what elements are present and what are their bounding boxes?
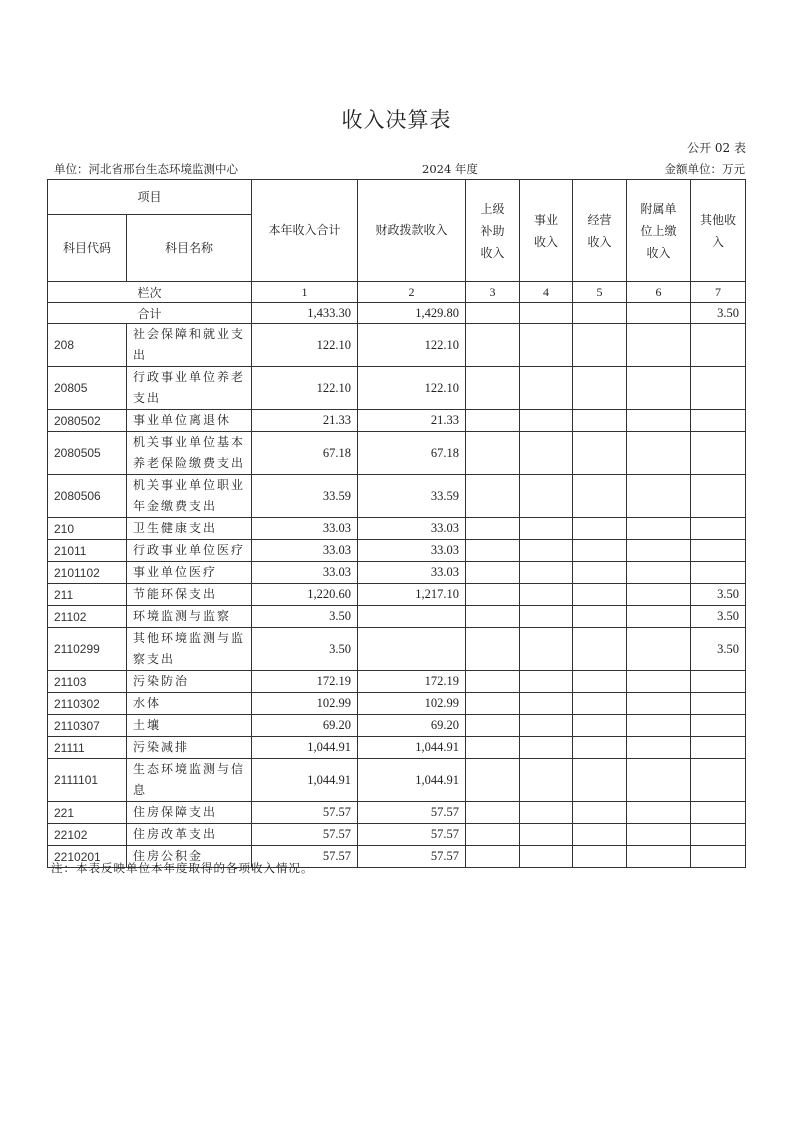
row-total: 57.57 bbox=[252, 824, 358, 846]
row-name: 污染防治 bbox=[127, 671, 252, 693]
total-label: 合计 bbox=[48, 303, 252, 324]
page-title: 收入决算表 bbox=[341, 108, 452, 132]
row-business bbox=[520, 693, 573, 715]
row-code: 2110299 bbox=[48, 628, 127, 671]
row-affiliate bbox=[627, 606, 691, 628]
total-affiliate bbox=[627, 303, 691, 324]
table-row bbox=[48, 324, 746, 367]
row-business bbox=[520, 759, 573, 802]
row-fiscal: 122.10 bbox=[358, 367, 466, 410]
row-affiliate bbox=[627, 410, 691, 432]
header-affiliate-text: 附属单位上缴收入 bbox=[640, 201, 677, 260]
table-row bbox=[48, 737, 746, 759]
row-other: 3.50 bbox=[691, 628, 746, 671]
row-superior bbox=[466, 324, 520, 367]
row-superior bbox=[466, 628, 520, 671]
row-business bbox=[520, 540, 573, 562]
header-fiscal: 财政拨款收入 bbox=[358, 180, 466, 282]
row-superior bbox=[466, 846, 520, 868]
row-total: 102.99 bbox=[252, 693, 358, 715]
seq-num: 4 bbox=[520, 282, 573, 303]
row-name: 其他环境监测与监察支出 bbox=[127, 628, 252, 671]
row-operating bbox=[573, 584, 627, 606]
table-row bbox=[48, 475, 746, 518]
income-table bbox=[47, 179, 746, 868]
row-operating bbox=[573, 367, 627, 410]
row-superior bbox=[466, 367, 520, 410]
row-fiscal bbox=[358, 606, 466, 628]
row-business bbox=[520, 432, 573, 475]
row-operating bbox=[573, 475, 627, 518]
seq-label: 栏次 bbox=[48, 282, 252, 303]
row-operating bbox=[573, 324, 627, 367]
row-business bbox=[520, 518, 573, 540]
row-name: 水体 bbox=[127, 693, 252, 715]
table-row bbox=[48, 628, 746, 671]
row-superior bbox=[466, 715, 520, 737]
header-operating bbox=[573, 180, 627, 282]
money-unit: 金额单位：万元 bbox=[664, 162, 745, 176]
row-code: 221 bbox=[48, 802, 127, 824]
row-other bbox=[691, 562, 746, 584]
seq-num: 7 bbox=[691, 282, 746, 303]
row-operating bbox=[573, 671, 627, 693]
row-business bbox=[520, 475, 573, 518]
row-total: 172.19 bbox=[252, 671, 358, 693]
row-name: 事业单位离退休 bbox=[127, 410, 252, 432]
row-business bbox=[520, 606, 573, 628]
row-code: 2080505 bbox=[48, 432, 127, 475]
total-other: 3.50 bbox=[691, 303, 746, 324]
table-row bbox=[48, 606, 746, 628]
row-name: 土壤 bbox=[127, 715, 252, 737]
row-other bbox=[691, 737, 746, 759]
row-superior bbox=[466, 410, 520, 432]
row-affiliate bbox=[627, 367, 691, 410]
table-row bbox=[48, 367, 746, 410]
header-business-text: 事业收入 bbox=[534, 212, 559, 249]
row-superior bbox=[466, 737, 520, 759]
row-affiliate bbox=[627, 562, 691, 584]
row-total: 33.03 bbox=[252, 540, 358, 562]
row-operating bbox=[573, 628, 627, 671]
row-fiscal: 33.03 bbox=[358, 562, 466, 584]
meta-row bbox=[47, 161, 745, 177]
header-total: 本年收入合计 bbox=[252, 180, 358, 282]
row-business bbox=[520, 367, 573, 410]
row-total: 122.10 bbox=[252, 367, 358, 410]
row-affiliate bbox=[627, 824, 691, 846]
row-code: 21111 bbox=[48, 737, 127, 759]
row-code: 2111101 bbox=[48, 759, 127, 802]
row-fiscal: 1,217.10 bbox=[358, 584, 466, 606]
row-total: 1,044.91 bbox=[252, 737, 358, 759]
table-row bbox=[48, 432, 746, 475]
table-row bbox=[48, 693, 746, 715]
table-row bbox=[48, 540, 746, 562]
row-other bbox=[691, 846, 746, 868]
table-row bbox=[48, 715, 746, 737]
row-code: 22102 bbox=[48, 824, 127, 846]
row-business bbox=[520, 824, 573, 846]
row-code: 21011 bbox=[48, 540, 127, 562]
seq-num: 5 bbox=[573, 282, 627, 303]
row-superior bbox=[466, 540, 520, 562]
seq-num: 2 bbox=[358, 282, 466, 303]
year-label: 2024 年度 bbox=[422, 162, 478, 176]
row-affiliate bbox=[627, 759, 691, 802]
row-other bbox=[691, 693, 746, 715]
row-code: 2110307 bbox=[48, 715, 127, 737]
row-business bbox=[520, 737, 573, 759]
row-name: 机关事业单位基本养老保险缴费支出 bbox=[127, 432, 252, 475]
row-other bbox=[691, 759, 746, 802]
row-code: 2101102 bbox=[48, 562, 127, 584]
total-fiscal: 1,429.80 bbox=[358, 303, 466, 324]
row-code: 20805 bbox=[48, 367, 127, 410]
table-row bbox=[48, 584, 746, 606]
row-fiscal: 122.10 bbox=[358, 324, 466, 367]
row-superior bbox=[466, 693, 520, 715]
row-affiliate bbox=[627, 518, 691, 540]
row-operating bbox=[573, 562, 627, 584]
total-superior bbox=[466, 303, 520, 324]
row-operating bbox=[573, 715, 627, 737]
row-other bbox=[691, 324, 746, 367]
row-total: 3.50 bbox=[252, 606, 358, 628]
row-affiliate bbox=[627, 802, 691, 824]
row-other bbox=[691, 802, 746, 824]
row-operating bbox=[573, 846, 627, 868]
header-item: 项目 bbox=[48, 180, 252, 215]
row-superior bbox=[466, 518, 520, 540]
table-row bbox=[48, 562, 746, 584]
row-business bbox=[520, 584, 573, 606]
row-fiscal: 67.18 bbox=[358, 432, 466, 475]
row-affiliate bbox=[627, 846, 691, 868]
row-operating bbox=[573, 737, 627, 759]
row-other bbox=[691, 824, 746, 846]
header-other bbox=[691, 180, 746, 282]
row-total: 33.59 bbox=[252, 475, 358, 518]
row-business bbox=[520, 562, 573, 584]
form-number: 公开 02 表 bbox=[687, 141, 746, 155]
row-other bbox=[691, 367, 746, 410]
row-other: 3.50 bbox=[691, 584, 746, 606]
row-name: 节能环保支出 bbox=[127, 584, 252, 606]
row-superior bbox=[466, 824, 520, 846]
row-business bbox=[520, 324, 573, 367]
row-superior bbox=[466, 802, 520, 824]
row-code: 21102 bbox=[48, 606, 127, 628]
row-operating bbox=[573, 540, 627, 562]
row-operating bbox=[573, 824, 627, 846]
total-row bbox=[48, 303, 746, 324]
seq-row bbox=[48, 282, 746, 303]
row-fiscal: 102.99 bbox=[358, 693, 466, 715]
table-row bbox=[48, 824, 746, 846]
row-name: 住房改革支出 bbox=[127, 824, 252, 846]
row-total: 33.03 bbox=[252, 518, 358, 540]
row-name: 住房公积金 bbox=[127, 846, 252, 868]
row-total: 21.33 bbox=[252, 410, 358, 432]
row-other bbox=[691, 715, 746, 737]
row-operating bbox=[573, 759, 627, 802]
row-name: 行政事业单位养老支出 bbox=[127, 367, 252, 410]
row-code: 2210201 bbox=[48, 846, 127, 868]
header-affiliate bbox=[627, 180, 691, 282]
row-affiliate bbox=[627, 584, 691, 606]
row-business bbox=[520, 802, 573, 824]
row-total: 122.10 bbox=[252, 324, 358, 367]
row-operating bbox=[573, 693, 627, 715]
row-total: 69.20 bbox=[252, 715, 358, 737]
row-total: 57.57 bbox=[252, 846, 358, 868]
row-code: 210 bbox=[48, 518, 127, 540]
total-amount: 1,433.30 bbox=[252, 303, 358, 324]
row-business bbox=[520, 410, 573, 432]
row-superior bbox=[466, 584, 520, 606]
row-operating bbox=[573, 518, 627, 540]
row-name: 住房保障支出 bbox=[127, 802, 252, 824]
table-row bbox=[48, 802, 746, 824]
seq-num: 6 bbox=[627, 282, 691, 303]
row-affiliate bbox=[627, 737, 691, 759]
row-name: 行政事业单位医疗 bbox=[127, 540, 252, 562]
seq-num: 1 bbox=[252, 282, 358, 303]
row-fiscal: 172.19 bbox=[358, 671, 466, 693]
row-other bbox=[691, 671, 746, 693]
total-operating bbox=[573, 303, 627, 324]
row-name: 卫生健康支出 bbox=[127, 518, 252, 540]
row-affiliate bbox=[627, 540, 691, 562]
row-affiliate bbox=[627, 671, 691, 693]
row-affiliate bbox=[627, 628, 691, 671]
row-fiscal: 1,044.91 bbox=[358, 737, 466, 759]
row-business bbox=[520, 715, 573, 737]
row-fiscal: 69.20 bbox=[358, 715, 466, 737]
row-operating bbox=[573, 606, 627, 628]
row-name: 污染减排 bbox=[127, 737, 252, 759]
row-total: 1,044.91 bbox=[252, 759, 358, 802]
row-fiscal: 33.03 bbox=[358, 540, 466, 562]
header-business bbox=[520, 180, 573, 282]
row-fiscal bbox=[358, 628, 466, 671]
total-business bbox=[520, 303, 573, 324]
row-code: 211 bbox=[48, 584, 127, 606]
row-other bbox=[691, 475, 746, 518]
header-operating-text: 经营收入 bbox=[587, 212, 612, 249]
table-row bbox=[48, 518, 746, 540]
row-business bbox=[520, 628, 573, 671]
row-superior bbox=[466, 759, 520, 802]
table-row bbox=[48, 410, 746, 432]
seq-num: 3 bbox=[466, 282, 520, 303]
row-superior bbox=[466, 432, 520, 475]
row-total: 67.18 bbox=[252, 432, 358, 475]
row-fiscal: 57.57 bbox=[358, 802, 466, 824]
row-affiliate bbox=[627, 693, 691, 715]
row-other bbox=[691, 518, 746, 540]
row-superior bbox=[466, 671, 520, 693]
header-code: 科目代码 bbox=[48, 215, 127, 282]
row-fiscal: 1,044.91 bbox=[358, 759, 466, 802]
row-superior bbox=[466, 606, 520, 628]
row-fiscal: 57.57 bbox=[358, 846, 466, 868]
header-name: 科目名称 bbox=[127, 215, 252, 282]
row-superior bbox=[466, 562, 520, 584]
row-operating bbox=[573, 802, 627, 824]
row-fiscal: 57.57 bbox=[358, 824, 466, 846]
row-business bbox=[520, 846, 573, 868]
row-name: 事业单位医疗 bbox=[127, 562, 252, 584]
row-affiliate bbox=[627, 715, 691, 737]
row-superior bbox=[466, 475, 520, 518]
row-code: 21103 bbox=[48, 671, 127, 693]
row-code: 2080502 bbox=[48, 410, 127, 432]
row-code: 2080506 bbox=[48, 475, 127, 518]
row-fiscal: 33.59 bbox=[358, 475, 466, 518]
row-fiscal: 21.33 bbox=[358, 410, 466, 432]
row-total: 1,220.60 bbox=[252, 584, 358, 606]
row-affiliate bbox=[627, 324, 691, 367]
row-name: 环境监测与监察 bbox=[127, 606, 252, 628]
row-other bbox=[691, 540, 746, 562]
header-superior-text: 上级补助收入 bbox=[480, 201, 505, 260]
row-business bbox=[520, 671, 573, 693]
table-row bbox=[48, 759, 746, 802]
row-other: 3.50 bbox=[691, 606, 746, 628]
row-name: 生态环境监测与信息 bbox=[127, 759, 252, 802]
row-operating bbox=[573, 432, 627, 475]
row-code: 208 bbox=[48, 324, 127, 367]
row-other bbox=[691, 410, 746, 432]
row-total: 33.03 bbox=[252, 562, 358, 584]
row-name: 机关事业单位职业年金缴费支出 bbox=[127, 475, 252, 518]
header-superior bbox=[466, 180, 520, 282]
row-total: 3.50 bbox=[252, 628, 358, 671]
table-row bbox=[48, 671, 746, 693]
footnote: 注：本表反映单位本年度取得的各项收入情况。 bbox=[51, 861, 314, 875]
row-operating bbox=[573, 410, 627, 432]
row-fiscal: 33.03 bbox=[358, 518, 466, 540]
row-other bbox=[691, 432, 746, 475]
header-other-text: 其他收入 bbox=[700, 212, 737, 249]
row-affiliate bbox=[627, 432, 691, 475]
row-affiliate bbox=[627, 475, 691, 518]
row-name: 社会保障和就业支出 bbox=[127, 324, 252, 367]
row-total: 57.57 bbox=[252, 802, 358, 824]
row-code: 2110302 bbox=[48, 693, 127, 715]
unit-label: 单位：河北省邢台生态环境监测中心 bbox=[54, 162, 238, 176]
